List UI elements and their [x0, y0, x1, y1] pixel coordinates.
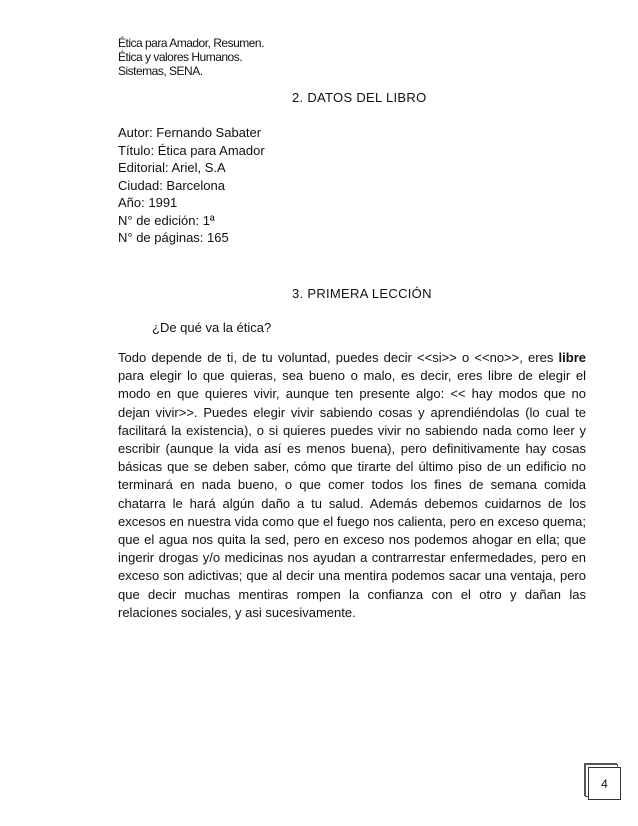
- header-line-subject: Ética y valores Humanos.: [118, 50, 243, 64]
- section-title-primera-leccion: 3. PRIMERA LECCIÓN: [292, 286, 432, 301]
- page-number: 4: [601, 776, 608, 791]
- lesson-question: ¿De qué va la ética?: [152, 320, 272, 335]
- lesson-paragraph-bold-word: libre: [558, 350, 586, 365]
- book-info-author: Autor: Fernando Sabater: [118, 125, 262, 140]
- book-info-year: Año: 1991: [118, 195, 178, 210]
- section-title-datos-del-libro: 2. DATOS DEL LIBRO: [292, 90, 427, 105]
- book-info-list: [118, 124, 265, 247]
- page-number-box: [588, 767, 621, 800]
- lesson-paragraph-start: Todo depende de ti, de tu voluntad, puedes decir <<si>> o <<no>>, eres: [118, 350, 559, 365]
- book-info-pages: N° de páginas: 165: [118, 230, 229, 245]
- book-info-publisher: Editorial: Ariel, S.A: [118, 160, 226, 175]
- lesson-paragraph: [118, 349, 586, 622]
- book-info-edition: N° de edición: 1ª: [118, 212, 215, 228]
- book-info-title: Título: Ética para Amador: [118, 142, 265, 158]
- header-line-title: Ética para Amador, Resumen.: [118, 36, 264, 50]
- header-line-program: Sistemas, SENA.: [118, 64, 203, 78]
- book-info-city: Ciudad: Barcelona: [118, 177, 225, 193]
- document-header: [118, 36, 264, 78]
- lesson-paragraph-rest: para elegir lo que quieras, sea bueno o malo, es decir, eres libre de elegir el modo en que quieres vivir, aunque ten presente algo: << hay modos que no dejan vivir>>. Puedes elegir vivir sabiendo cosas y aprendiéndolas (lo cual te facilitará la existencia), o si quieres puedes vivir no sabiendo nada como leer y escribir (aunque la vida así es menos buena), pero definitivamente hay cosas básicas que se deben saber, cómo que tirarte del último piso de un edificio no terminará en nada bueno, o que comer todos los fines de semana comida chatarra le hará algún daño a tu salud. Además debemos cuidarnos de los excesos en nuestra vida como que el fuego nos calienta, pero en exceso quema; que el agua nos quita la sed, pero en exceso nos podemos ahogar en ella; que ingerir drogas y/o medicinas nos ayudan a contrarrestar enfermedades, pero en exceso son adictivas; que al decir una mentira podemos sacar una ventaja, pero que decir muchas mentiras rompen la confianza con el otro y dañan las relaciones sociales, y asi sucesivamente.: [118, 368, 586, 620]
